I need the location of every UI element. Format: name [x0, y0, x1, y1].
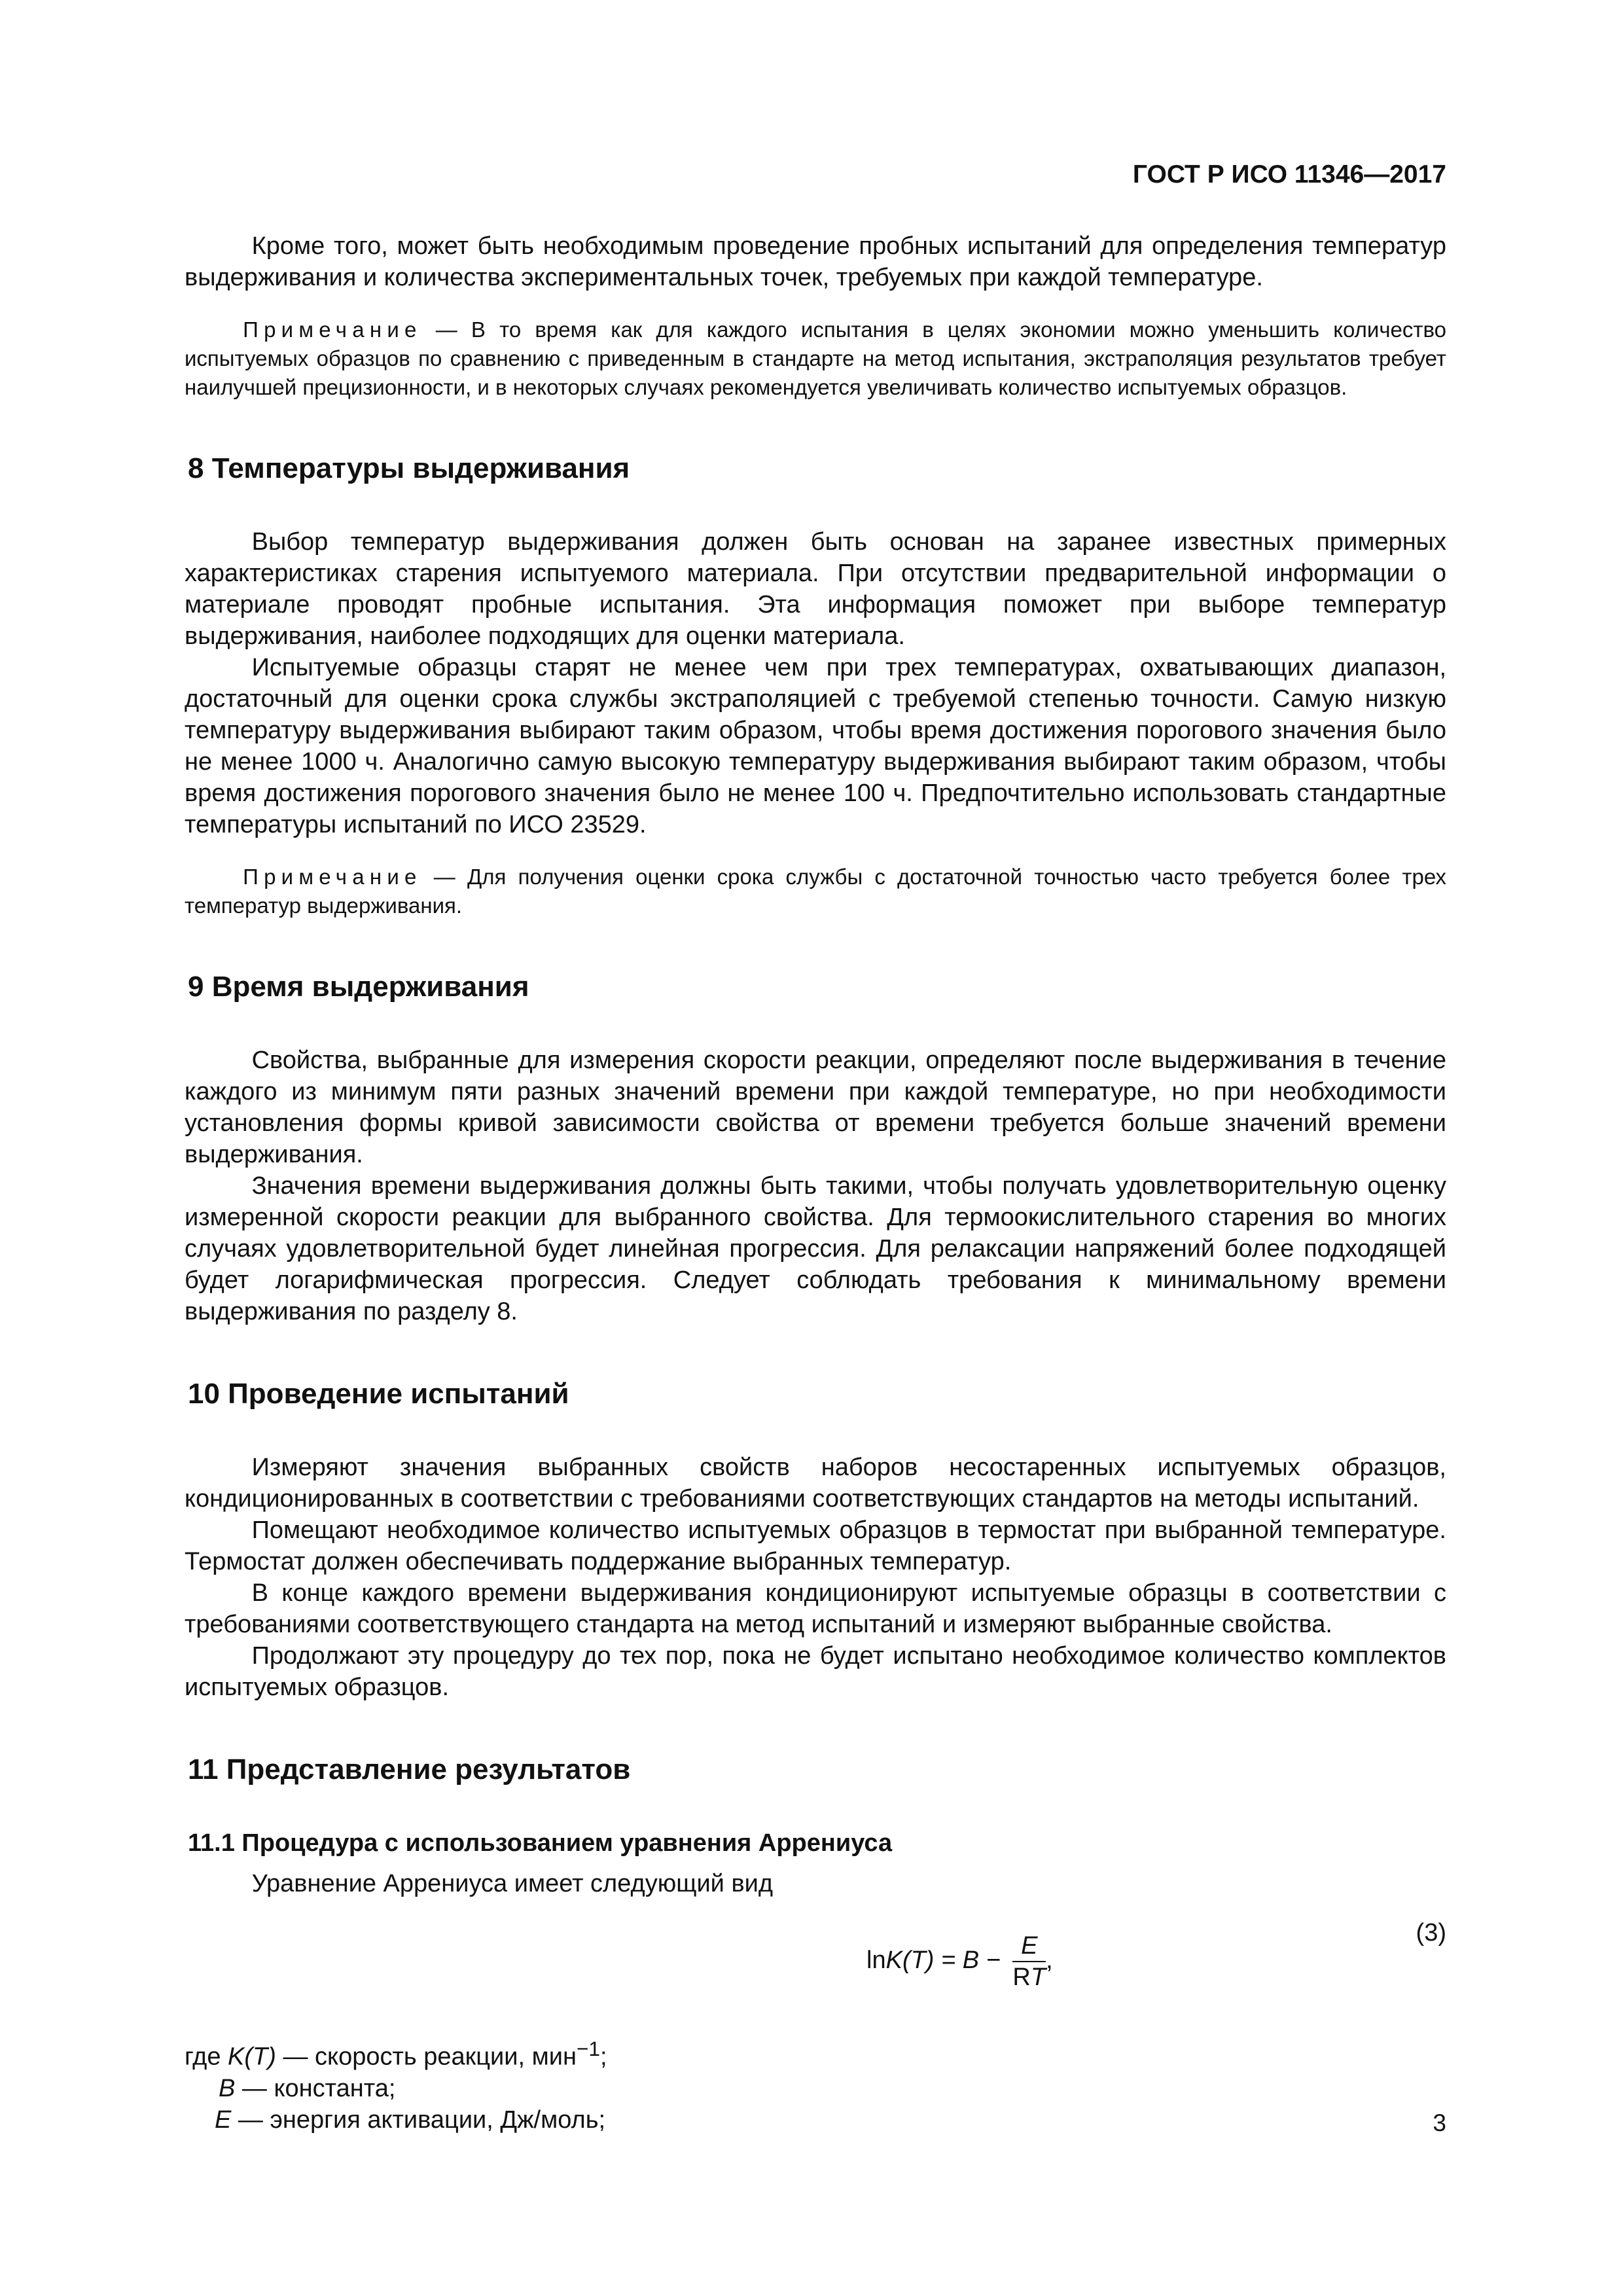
- page-number: 3: [1433, 2109, 1446, 2136]
- note-text: — Для получения оценки срока службы с достаточной точностью часто требуется более трех температур выдерживания.: [185, 865, 1446, 918]
- definition-symbol: B: [219, 2074, 236, 2102]
- page-content: [185, 230, 1446, 2136]
- section-8-paragraph-1: Выбор температур выдерживания должен быть основан на заранее известных примерных характеристиках старения испытуемого материала. При отсутствии предварительной информации о материале проводят пробные испытания. Эта информация поможет при выборе температур выдерживания, наиболее подходящих для оценки материала.: [185, 528, 1446, 650]
- section-9-title: 9 Время выдерживания: [188, 971, 529, 1003]
- denominator-t: T: [1030, 1964, 1046, 1991]
- note-label: Примечание: [243, 865, 422, 889]
- equation-body: [866, 1931, 1053, 1992]
- document-header: ГОСТ Р ИСО 11346—2017: [1132, 160, 1446, 188]
- definition-b: [185, 2073, 1446, 2104]
- variable-definitions: [185, 2033, 1446, 2136]
- equation-comma: ,: [1046, 1946, 1053, 1975]
- subsection-11-1-title: 11.1 Процедура с использованием уравнения Аррениуса: [188, 1829, 893, 1857]
- fraction-numerator: E: [1012, 1931, 1046, 1962]
- section-10-paragraph-2: Помещают необходимое количество испытуемых образцов в термостат при выбранной температуре. Термостат должен обеспечивать поддержание выбранных температур.: [185, 1516, 1446, 1575]
- definition-e: [185, 2104, 1446, 2136]
- section-10-paragraph-4: Продолжают эту процедуру до тех пор, пока не будет испытано необходимое количество комплектов испытуемых образцов.: [185, 1642, 1446, 1701]
- section-10-title: 10 Проведение испытаний: [188, 1378, 569, 1410]
- note-text: — В то время как для каждого испытания в целях экономии можно уменьшить количество испытуемых образцов по сравнению с приведенным в стандарте на метод испытания, экстраполяция результатов требует наилучшей прецизионности, и в некоторых случаях рекомендуется увеличивать количество испытуемых образцов.: [185, 317, 1446, 399]
- intro-paragraph: Кроме того, может быть необходимым проведение пробных испытаний для определения температур выдерживания и количества экспериментальных точек, требуемых при каждой температуре.: [185, 232, 1446, 291]
- equation-argument: (T) = B −: [902, 1946, 1001, 1975]
- equation-fraction: [1012, 1931, 1046, 1992]
- definition-symbol: K(T): [228, 2043, 276, 2071]
- section-8-title: 8 Температуры выдерживания: [188, 452, 630, 484]
- section-11-title: 11 Представление результатов: [188, 1753, 631, 1785]
- definition-k: [185, 2033, 1446, 2073]
- arrhenius-equation: [185, 1919, 1446, 2017]
- definition-prefix: где: [185, 2043, 228, 2071]
- section-8-paragraph-2: Испытуемые образцы старят не менее чем при трех температурах, охватывающих диапазон, достаточный для оценки срока службы экстраполяцией с требуемой степенью точности. Самую низкую температуру выдерживания выбирают таким образом, чтобы время достижения порогового значения было не менее 1000 ч. Аналогично самую высокую температуру выдерживания выбирают таким образом, чтобы время достижения порогового значения было не менее 100 ч. Предпочтительно использовать стандартные температуры испытаний по ИСО 23529.: [185, 654, 1446, 838]
- definition-superscript: −1: [576, 2037, 601, 2060]
- section-8-note: [185, 863, 1446, 920]
- definition-text: — энергия активации, Дж/моль;: [238, 2106, 606, 2134]
- equation-k: K: [885, 1946, 902, 1975]
- definition-end: ;: [600, 2043, 607, 2071]
- definition-text: — константа;: [241, 2074, 396, 2102]
- denominator-r: R: [1012, 1964, 1031, 1991]
- subsection-11-1-paragraph: Уравнение Аррениуса имеет следующий вид: [251, 1870, 774, 1897]
- definition-symbol: E: [215, 2106, 232, 2134]
- equation-number: (3): [1416, 1919, 1446, 1946]
- section-10-paragraph-1: Измеряют значения выбранных свойств наборов несостаренных испытуемых образцов, кондиционированных в соответствии с требованиями соответствующих стандартов на методы испытаний.: [185, 1454, 1446, 1513]
- equation-ln: ln: [866, 1946, 886, 1975]
- fraction-denominator: [1012, 1962, 1046, 1992]
- intro-note: [185, 315, 1446, 402]
- section-10-paragraph-3: В конце каждого времени выдерживания кондиционируют испытуемые образцы в соответствии с требованиями соответствующего стандарта на метод испытаний и измеряют выбранные свойства.: [185, 1579, 1446, 1638]
- section-9-paragraph-1: Свойства, выбранные для измерения скорости реакции, определяют после выдерживания в течение каждого из минимум пяти разных значений времени при каждой температуре, но при необходимости установления формы кривой зависимости свойства от времени требуется больше значений времени выдерживания.: [185, 1047, 1446, 1168]
- note-label: Примечание: [243, 317, 422, 342]
- definition-text: — скорость реакции, мин: [283, 2043, 577, 2071]
- section-9-paragraph-2: Значения времени выдерживания должны быть такими, чтобы получать удовлетворительную оценку измеренной скорости реакции для выбранного свойства. Для термоокислительного старения во многих случаях удовлетворительной будет линейная прогрессия. Для релаксации напряжений более подходящей будет логарифмическая прогрессия. Следует соблюдать требования к минимальному времени выдерживания по разделу 8.: [185, 1172, 1446, 1325]
